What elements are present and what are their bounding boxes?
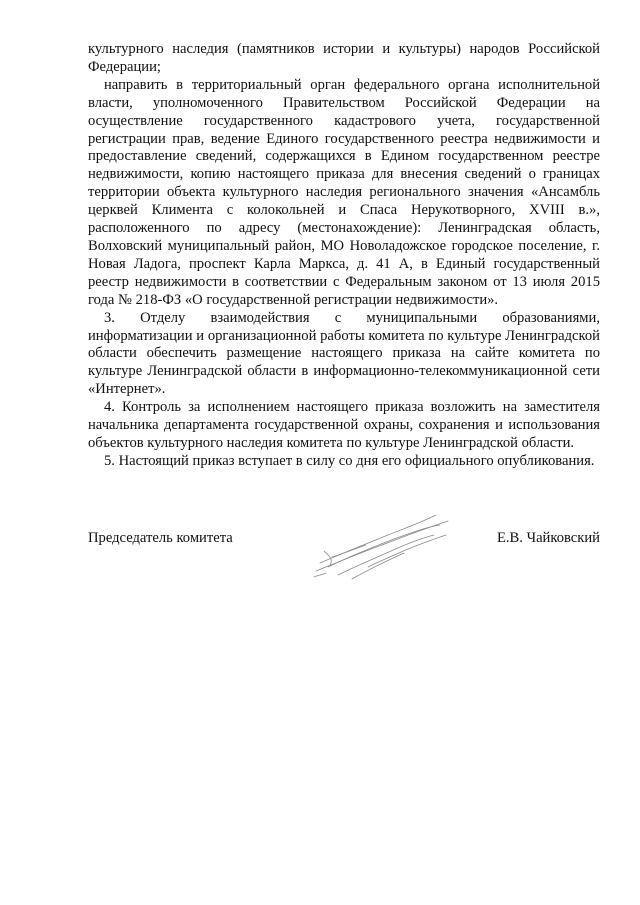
signatory-name: Е.В. Чайковский <box>496 530 600 546</box>
handwritten-signature <box>308 505 458 585</box>
paragraph-item-5: 5. Настоящий приказ вступает в силу со дня его официального опубликования. <box>104 452 595 469</box>
paragraph-item-4: 4. Контроль за исполнением настоящего приказа возложить на заместителя начальника департамента государственной охраны, сохранения и использования объектов культурного наследия комитета по культуре Ленинградской области. <box>88 399 600 451</box>
paragraph-item-3: 3. Отделу взаимодействия с муниципальными образованиями, информатизации и организационной работы комитета по культуре Ленинградской области обеспечить размещение настоящего приказа на сайте комитета по культуре Ленинградской области в информационно-телекоммуникационной сети «Интернет». <box>88 309 600 398</box>
position-title: Председатель комитета <box>88 530 233 546</box>
document-body <box>88 41 600 471</box>
paragraph-directive: направить в территориальный орган федерального органа исполнительной власти, уполномоченного Правительством Российской Федерации на осуществление государственного кадастрового учета, государственной регистрации прав, ведение Единого государственного реестра недвижимости и предоставление сведений, содержащихся в Едином государственном реестре недвижимости, копию настоящего приказа для внесения сведений о границах территории объекта культурного наследия регионального значения «Ансамбль церквей Климента с колокольней и Спаса Нерукотворного, XVIII в.», расположенного по адресу (местонахождение): Ленинградская область, Волховский муниципальный район, МО Новоладожское городское поселение, г. Новая Ладога, проспект Карла Маркса, д. 41 А, в Единый государственный реестр недвижимости в соответствии с Федеральным законом от 13 июля 2015 года № 218-ФЗ «О государственной регистрации недвижимости». <box>88 76 600 308</box>
paragraph-continuation: культурного наследия (памятников истории и культуры) народов Российской Федерации; <box>88 41 600 75</box>
